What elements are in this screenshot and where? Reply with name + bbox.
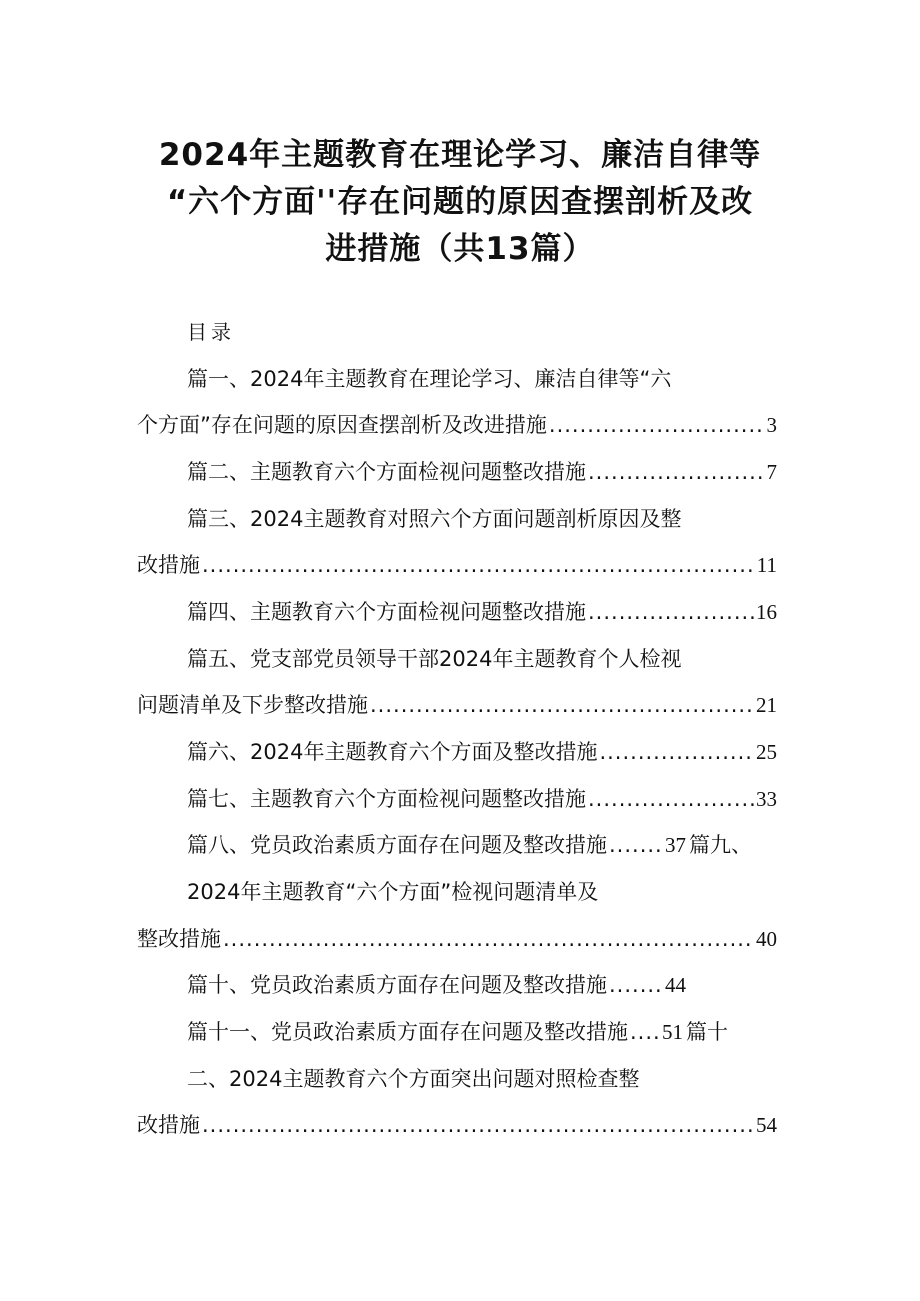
toc-leader-dots [630,1017,660,1047]
toc-page-number: 40 [756,927,777,951]
toc-leader-dots [609,830,663,860]
toc-entry-12-prefix: 篇十 [686,1020,728,1044]
toc-leader-dots [588,457,765,487]
toc-leader-dots [599,737,754,767]
toc-page-number: 11 [756,553,777,577]
toc-page-number: 3 [766,413,777,437]
toc-entry-1[interactable] [137,410,777,440]
toc-entry-text: 篇十、党员政治素质方面存在问题及整改措施 [187,973,607,997]
toc-entry-2[interactable] [187,457,777,487]
toc-leader-dots [588,597,754,627]
toc-entry-3-line-2: 改措施 [137,553,200,577]
toc-entry-text: 篇八、党员政治素质方面存在问题及整改措施 [187,833,607,857]
toc-entry-text: 篇六、2024年主题教育六个方面及整改措施 [187,740,598,764]
document-title [150,132,770,273]
toc-entry-12[interactable] [137,1110,777,1140]
toc-leader-dots [370,690,754,720]
toc-page-number: 44 [665,973,686,997]
toc-page-number: 33 [756,787,777,811]
toc-entry-12-line-3: 改措施 [137,1113,200,1137]
toc-leader-dots [223,924,754,954]
toc-entry-3-line-1: 篇三、2024主题教育对照六个方面问题剖析原因及整 [187,507,682,531]
toc-entry-5-line-1: 篇五、党支部党员领导干部2024年主题教育个人检视 [187,647,682,671]
toc-page-number: 16 [756,600,777,624]
title-line-2: “六个方面''存在问题的原因查摆剖析及改 [166,184,754,220]
toc-entry-9[interactable] [137,924,777,954]
toc-entry-7[interactable] [187,784,777,814]
toc-entry-9-line-2: 2024年主题教育“六个方面”检视问题清单及 [187,880,599,904]
toc-heading: 目录 [187,320,235,344]
toc-page-number: 25 [756,740,777,764]
toc-leader-dots [202,1110,754,1140]
toc-page-number: 7 [766,460,777,484]
toc-page-number: 37 [665,833,686,857]
toc-entry-text: 篇七、主题教育六个方面检视问题整改措施 [187,787,586,811]
toc-entry-12-line-2: 二、2024主题教育六个方面突出问题对照检查整 [187,1067,640,1091]
toc-leader-dots [588,784,754,814]
toc-entry-5-line-2: 问题清单及下步整改措施 [137,693,368,717]
toc-leader-dots [609,970,663,1000]
toc-entry-6[interactable] [187,737,777,767]
toc-page-number: 51 [662,1020,683,1044]
title-line-3: 进措施（共13篇） [325,231,595,267]
toc-entry-10[interactable] [187,970,777,1000]
toc-entry-8[interactable] [187,830,797,860]
toc-entry-4[interactable] [187,597,777,627]
toc-entry-text: 篇二、主题教育六个方面检视问题整改措施 [187,460,586,484]
toc-entry-9-line-3: 整改措施 [137,927,221,951]
toc-entry-1-line-2: 个方面”存在问题的原因查摆剖析及改进措施 [137,413,547,437]
toc-leader-dots [202,550,755,580]
title-line-1: 2024年主题教育在理论学习、廉洁自律等 [158,137,762,173]
toc-entry-text: 篇四、主题教育六个方面检视问题整改措施 [187,600,586,624]
toc-entry-5[interactable] [137,690,777,720]
toc-page-number: 21 [756,693,777,717]
toc-entry-11[interactable] [187,1017,797,1047]
toc-page-number: 54 [756,1113,777,1137]
toc-leader-dots [549,410,765,440]
toc-entry-text: 篇十一、党员政治素质方面存在问题及整改措施 [187,1020,628,1044]
toc-entry-9-prefix: 篇九、 [689,833,752,857]
toc-entry-3[interactable] [137,550,777,580]
toc-entry-1-line-1: 篇一、2024年主题教育在理论学习、廉洁自律等“六 [187,367,672,391]
